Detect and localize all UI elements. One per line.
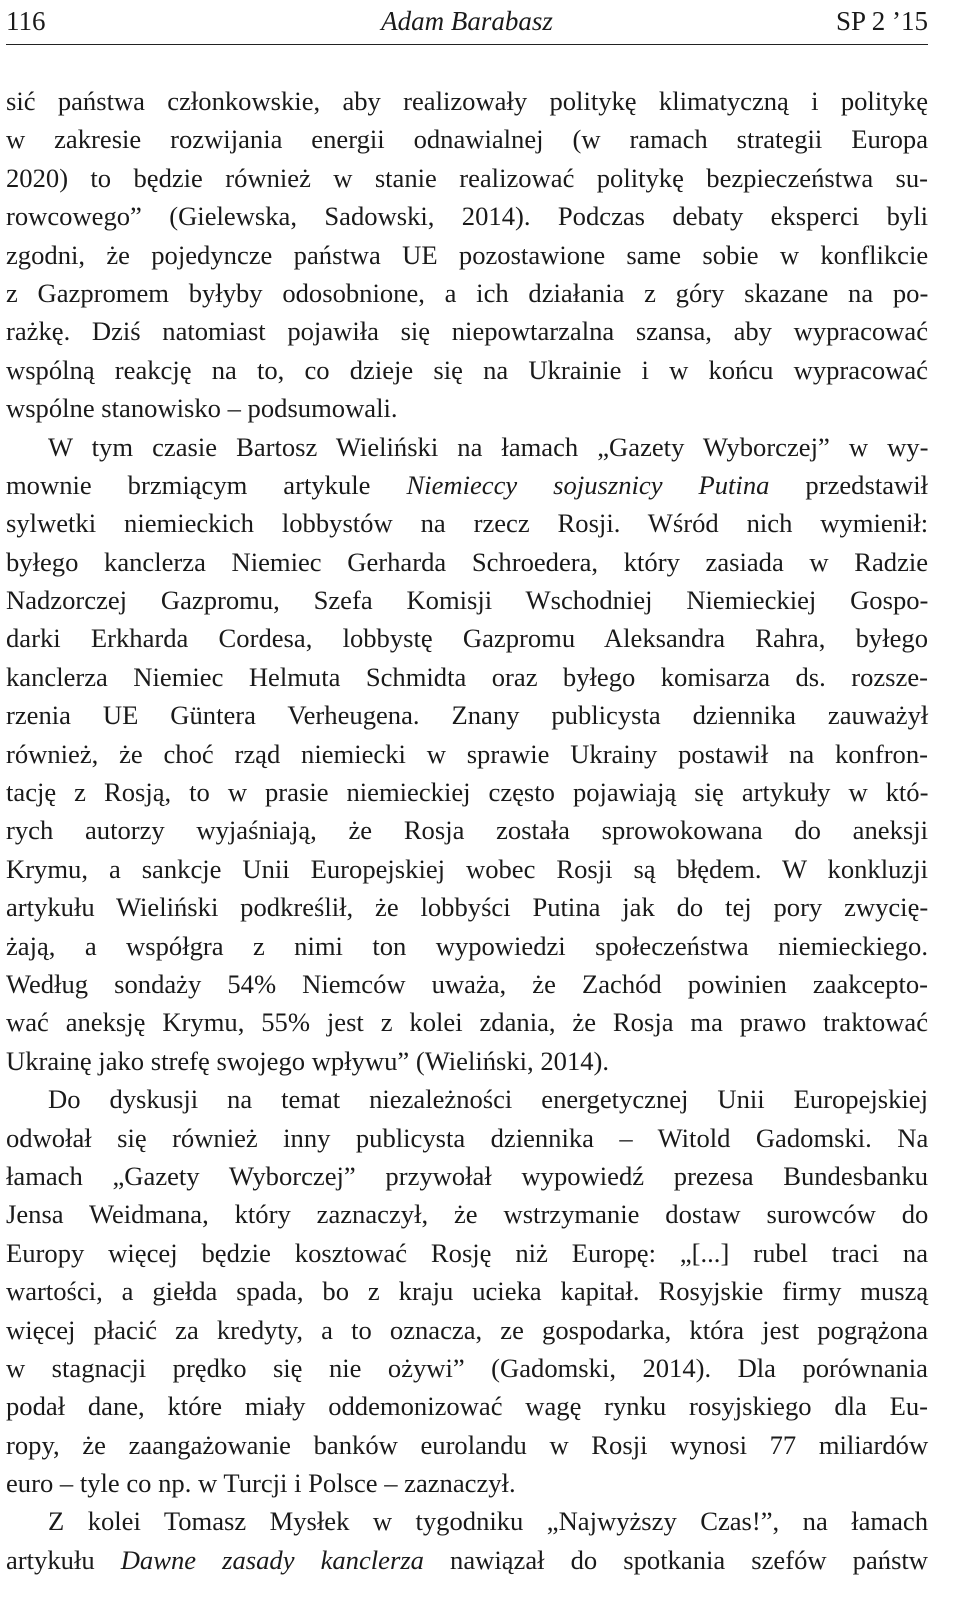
text-line: ropy, że zaangażowanie banków eurolandu w Rosji wynosi 77 miliardów	[6, 1429, 929, 1460]
text-line: 2020) to będzie również w stanie realizować politykę bezpieczeństwa su-	[6, 162, 928, 193]
text-line: wać aneksję Krymu, 55% jest z kolei zdania, że Rosja ma prawo traktować	[6, 1007, 928, 1038]
text-line: rych autorzy wyjaśniają, że Rosja została sprowokowana do aneksji	[6, 815, 928, 846]
page-number: 116	[6, 6, 46, 36]
text-line: rzenia UE Güntera Verheugena. Znany publicysta dziennika zauważył	[6, 700, 929, 731]
text-line: odwołał się również inny publicysta dziennika – Witold Gadomski. Na	[6, 1122, 929, 1153]
running-head	[6, 4, 928, 45]
text-line: sylwetki niemieckich lobbystów na rzecz Rosji. Wśród nich wymienił:	[6, 508, 929, 539]
text-line: rażkę. Dziś natomiast pojawiła się niepowtarzalna szansa, aby wypracować	[6, 316, 928, 347]
text-line: Według sondaży 54% Niemców uważa, że Zachód powinien zaakcepto-	[6, 968, 928, 999]
text-line: Ukrainę jako strefę swojego wpływu” (Wieliński, 2014).	[6, 1045, 610, 1076]
journal-issue: SP 2 ’15	[835, 6, 928, 36]
text-line: podał dane, które miały oddemonizować wagę rynku rosyjskiego dla Eu-	[6, 1391, 928, 1422]
text-line: w stagnacji prędko się nie ożywi” (Gadomski, 2014). Dla porównania	[6, 1352, 928, 1383]
text-line: artykułu Dawne zasady kanclerza nawiązał do spotkania szefów państw	[6, 1544, 929, 1575]
text-line: euro – tyle co np. w Turcji i Polsce – zaznaczył.	[6, 1468, 516, 1499]
text-line: wspólne stanowisko – podsumowali.	[6, 393, 398, 424]
text-line: W tym czasie Bartosz Wieliński na łamach „Gazety Wyborczej” w wy-	[48, 431, 929, 462]
author-name: Adam Barabasz	[381, 6, 553, 36]
text-line: Europy więcej będzie kosztować Rosję niż Europę: „[...] rubel traci na	[6, 1237, 928, 1268]
text-line: wspólną reakcję na to, co dzieje się na Ukrainie i w końcu wypracować	[6, 354, 928, 385]
body-text	[6, 82, 928, 1579]
text-line: wartości, a giełda spada, bo z kraju ucieka kapitał. Rosyjskie firmy muszą	[6, 1276, 929, 1307]
text-line: łamach „Gazety Wyborczej” przywołał wypowiedź prezesa Bundesbanku	[6, 1160, 928, 1191]
text-line: Krymu, a sankcje Unii Europejskiej wobec Rosji są błędem. W konkluzji	[6, 853, 928, 884]
text-line: Jensa Weidmana, który zaznaczył, że wstrzymanie dostaw surowców do	[6, 1199, 929, 1230]
text-line: tację z Rosją, to w prasie niemieckiej często pojawiają się artykuły w któ-	[6, 777, 929, 808]
text-line: również, że choć rząd niemiecki w sprawie Ukrainy postawił na konfron-	[6, 738, 928, 769]
text-line: z Gazpromem byłyby odosobnione, a ich działania z góry skazane na po-	[6, 277, 929, 308]
text-line: rowcowego” (Gielewska, Sadowski, 2014). Podczas debaty eksperci byli	[6, 201, 928, 232]
article-title: Niemieccy sojusznicy Putina	[406, 469, 770, 500]
text-line: zgodni, że pojedyncze państwa UE pozostawione same sobie w konflikcie	[6, 239, 929, 270]
text-line: w zakresie rozwijania energii odnawialnej (w ramach strategii Europa	[6, 124, 928, 155]
text-line: sić państwa członkowskie, aby realizowały politykę klimatyczną i politykę	[6, 86, 928, 116]
text-line: Nadzorczej Gazpromu, Szefa Komisji Wschodniej Niemieckiej Gospo-	[6, 585, 929, 616]
text-line: artykułu Wieliński podkreślił, że lobbyści Putina jak do tej pory zwycię-	[6, 892, 929, 923]
text-line: Z kolei Tomasz Mysłek w tygodniku „Najwyższy Czas!”, na łamach	[48, 1506, 928, 1537]
text-line: darki Erkharda Cordesa, lobbystę Gazpromu Aleksandra Rahra, byłego	[6, 623, 928, 654]
article-title: Dawne zasady kanclerza	[120, 1544, 424, 1575]
text-line: więcej płacić za kredyty, a to oznacza, ze gospodarka, która jest pogrążona	[6, 1314, 928, 1345]
text-line: byłego kanclerza Niemiec Gerharda Schroedera, który zasiada w Radzie	[6, 546, 929, 577]
text-line: żają, a współgra z nimi ton wypowiedzi społeczeństwa niemieckiego.	[6, 930, 928, 961]
text-line: Do dyskusji na temat niezależności energetycznej Unii Europejskiej	[48, 1084, 928, 1115]
text-line: mownie brzmiącym artykule Niemieccy sojusznicy Putina przedstawił	[6, 469, 929, 500]
text-line: kanclerza Niemiec Helmuta Schmidta oraz byłego komisarza ds. rozsze-	[6, 661, 928, 692]
